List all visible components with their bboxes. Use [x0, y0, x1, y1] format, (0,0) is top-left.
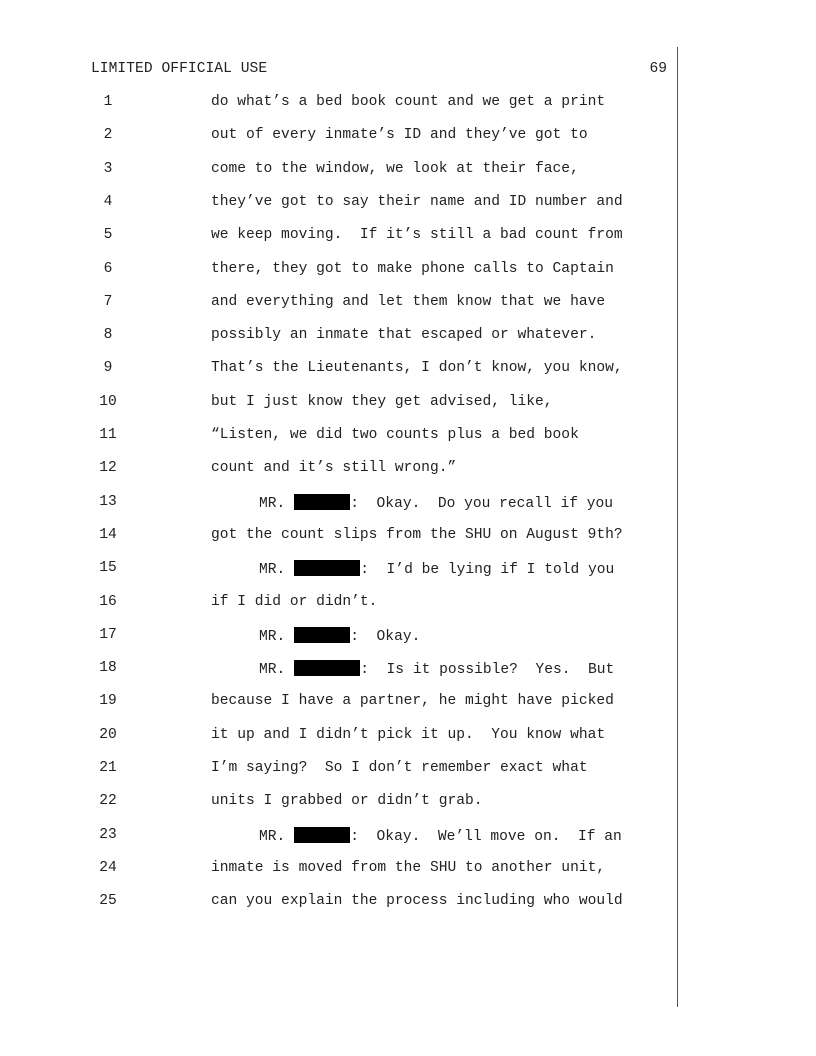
line-number: 15 [99, 560, 117, 577]
transcript-line [0, 287, 816, 321]
line-number: 13 [99, 493, 117, 510]
line-text: count and it’s still wrong.” [211, 460, 457, 477]
line-text: do what’s a bed book count and we get a print [211, 94, 606, 110]
line-text: possibly an inmate that escaped or whatever. [211, 327, 597, 344]
transcript-line [0, 353, 816, 387]
speaker-title: MR. [259, 662, 286, 679]
line-text: I’m saying? So I don’t remember exact what [211, 760, 588, 776]
redaction-bar [294, 560, 360, 576]
transcript-line [0, 320, 816, 354]
transcript-line [0, 587, 816, 621]
transcript-line [0, 853, 816, 887]
line-text: because I have a partner, he might have picked [211, 693, 614, 710]
line-text: : Okay. [350, 628, 421, 645]
line-number: 6 [103, 260, 113, 277]
transcript-line [0, 187, 816, 221]
line-text: units I grabbed or didn’t grab. [211, 793, 483, 810]
line-number: 10 [99, 393, 117, 410]
line-number: 19 [99, 693, 117, 710]
line-text: we keep moving. If it’s still a bad count from [211, 227, 623, 244]
line-number: 22 [99, 793, 117, 810]
transcript-line-speaker [0, 487, 816, 521]
line-number: 25 [99, 893, 117, 910]
speaker-title: MR. [259, 828, 286, 845]
line-text: : I’d be lying if I told you [360, 562, 615, 579]
line-number: 20 [99, 726, 117, 743]
transcript-line [0, 120, 816, 154]
line-number: 11 [99, 427, 117, 443]
line-text: come to the window, we look at their face, [211, 160, 579, 177]
transcript-line [0, 520, 816, 554]
transcript-line-speaker [0, 653, 816, 687]
transcript-line [0, 453, 816, 487]
line-number: 16 [99, 593, 117, 610]
transcript-line [0, 154, 816, 188]
speaker-title: MR. [259, 628, 286, 645]
speaker-text [259, 827, 622, 845]
classification-header: LIMITED OFFICIAL USE [91, 61, 268, 77]
line-text: there, they got to make phone calls to Captain [211, 260, 614, 277]
line-text: : Okay. We’ll move on. If an [350, 828, 622, 845]
speaker-text [259, 660, 614, 678]
transcript-line [0, 720, 816, 754]
transcript-line [0, 220, 816, 254]
speaker-title: MR. [259, 562, 286, 579]
line-number: 7 [103, 293, 113, 310]
line-text: out of every inmate’s ID and they’ve got to [211, 127, 588, 144]
line-text: “Listen, we did two counts plus a bed book [211, 427, 579, 443]
transcript-line [0, 387, 816, 421]
line-number: 24 [99, 859, 117, 876]
line-number: 17 [99, 626, 117, 643]
speaker-text [259, 627, 420, 645]
line-text: if I did or didn’t. [211, 593, 378, 610]
line-number: 9 [103, 360, 113, 377]
transcript-line [0, 87, 816, 121]
speaker-text [259, 494, 613, 512]
line-text: they’ve got to say their name and ID number and [211, 193, 623, 210]
speaker-text [259, 560, 614, 578]
speaker-title: MR. [259, 495, 286, 512]
line-text: got the count slips from the SHU on August 9th? [211, 526, 623, 543]
transcript-line [0, 786, 816, 820]
line-number: 18 [99, 660, 117, 677]
line-number: 8 [103, 327, 113, 344]
line-text: : Okay. Do you recall if you [350, 495, 614, 512]
transcript-line [0, 254, 816, 288]
line-text: : Is it possible? Yes. But [360, 662, 615, 679]
line-text: it up and I didn’t pick it up. You know what [211, 726, 606, 743]
line-text: inmate is moved from the SHU to another unit, [211, 859, 606, 876]
page-number: 69 [649, 61, 667, 77]
redaction-bar [294, 660, 360, 676]
line-number: 14 [99, 526, 117, 543]
line-number: 12 [99, 460, 117, 477]
redaction-bar [294, 827, 350, 843]
line-number: 5 [103, 227, 113, 244]
line-number: 4 [103, 193, 113, 210]
line-number: 2 [103, 127, 113, 144]
line-number: 23 [99, 826, 117, 843]
line-number: 1 [103, 94, 113, 110]
line-text: That’s the Lieutenants, I don’t know, you know, [211, 360, 623, 377]
line-number: 21 [99, 760, 117, 776]
transcript-line [0, 686, 816, 720]
line-text: and everything and let them know that we have [211, 293, 606, 310]
transcript-line [0, 753, 816, 787]
transcript-line-speaker [0, 553, 816, 587]
line-text: but I just know they get advised, like, [211, 393, 553, 410]
transcript-line-speaker [0, 620, 816, 654]
line-text: can you explain the process including who would [211, 893, 623, 910]
line-number: 3 [103, 160, 113, 177]
transcript-line [0, 420, 816, 454]
redaction-bar [294, 494, 350, 510]
transcript-line-speaker [0, 820, 816, 854]
transcript-line [0, 886, 816, 920]
redaction-bar [294, 627, 350, 643]
